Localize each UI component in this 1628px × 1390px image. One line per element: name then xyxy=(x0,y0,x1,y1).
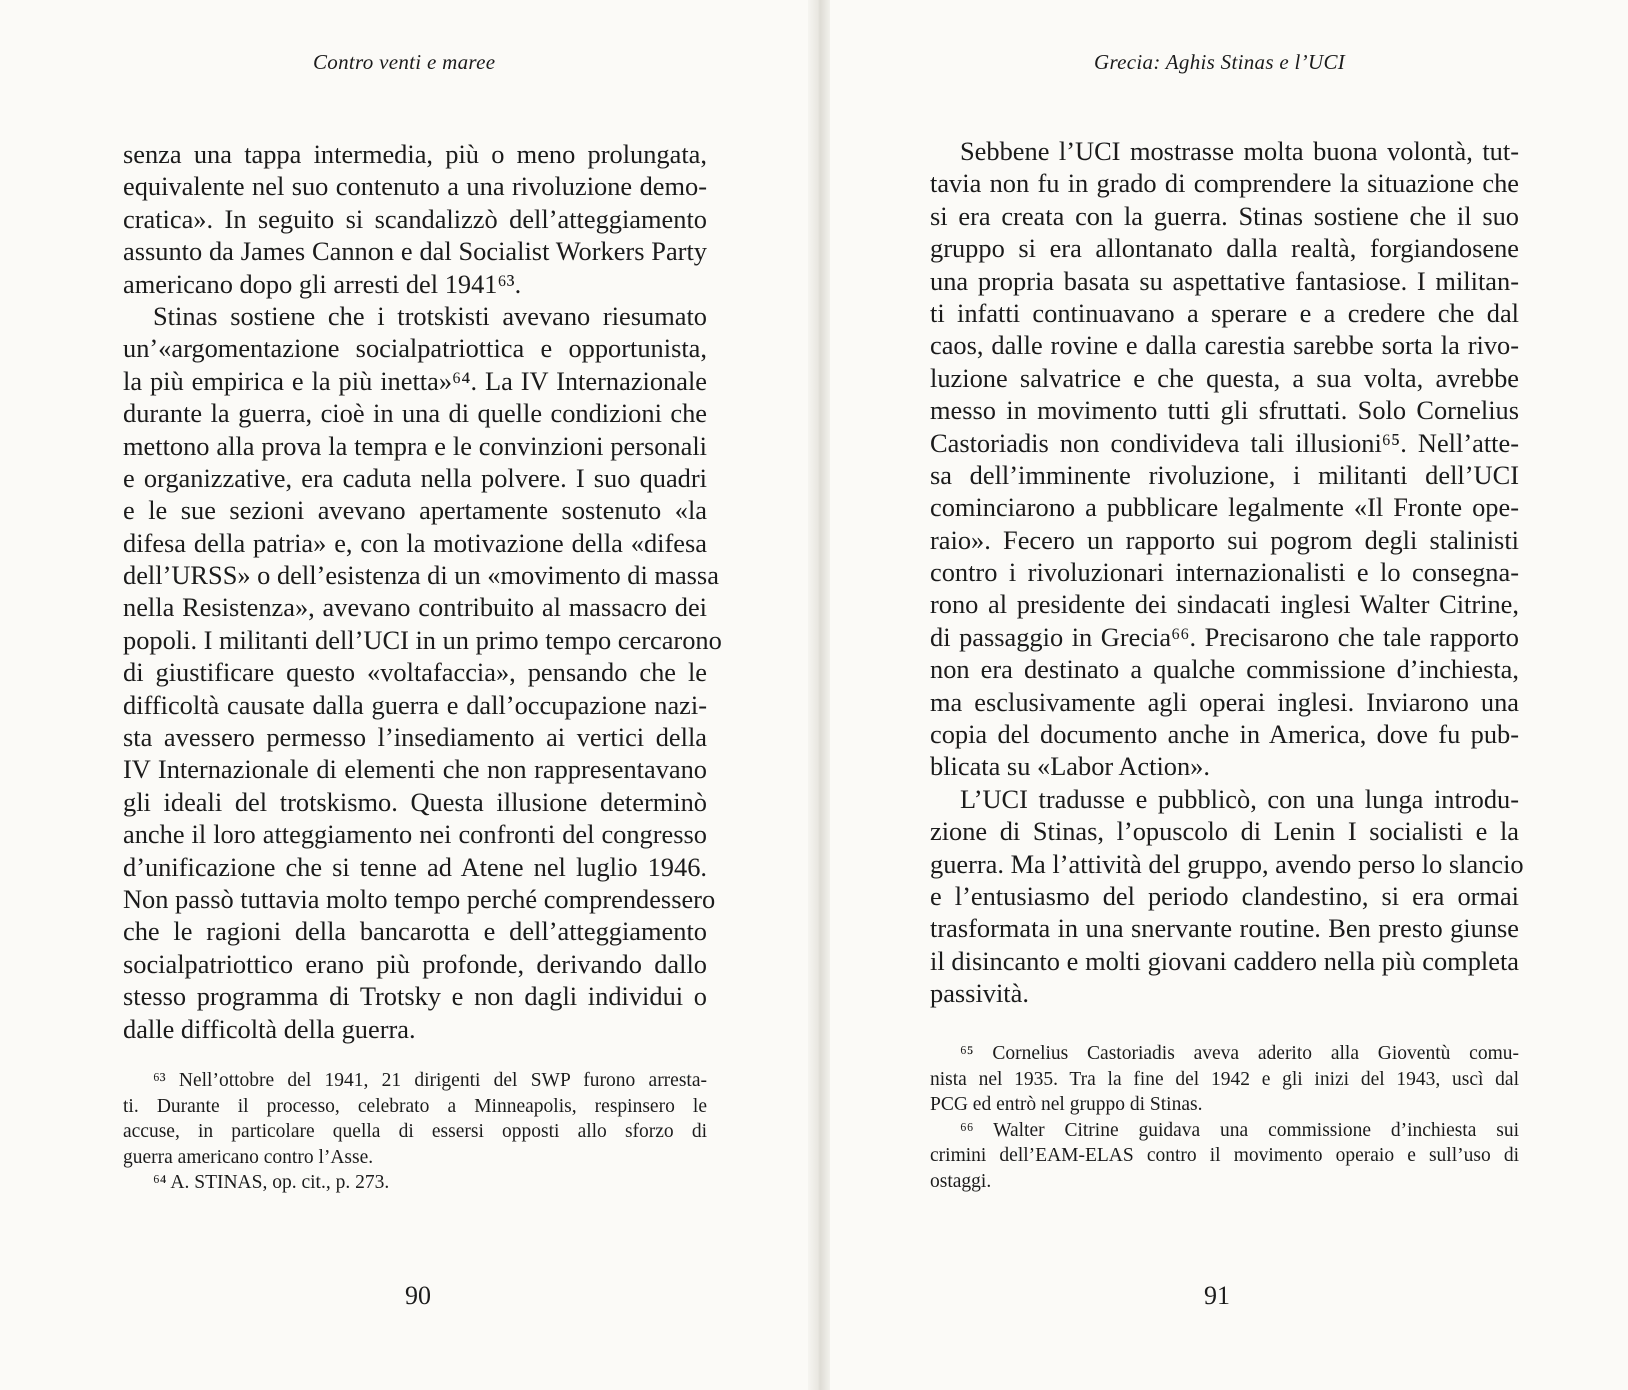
right-body-line: rono al presidente dei sindacati inglesi Walter Citrine, xyxy=(930,589,1519,620)
footnote-line: nista nel 1935. Tra la fine del 1942 e gli inizi del 1943, uscì dal xyxy=(930,1068,1519,1090)
right-body-line: si era creata con la guerra. Stinas sostiene che il suo xyxy=(930,200,1519,231)
right-body-line: di passaggio in Grecia⁶⁶. Precisarono che tale rapporto xyxy=(930,621,1519,652)
right-body-line: ma esclusivamente agli operai inglesi. Inviarono una xyxy=(930,686,1519,717)
left-body-line: d’unificazione che si tenne ad Atene nel luglio 1946. xyxy=(123,851,707,882)
right-running-head: Grecia: Aghis Stinas e l’UCI xyxy=(1094,50,1346,74)
left-body-line: stesso programma di Trotsky e non dagli individui o xyxy=(123,981,707,1012)
left-body-line: un’«argomentazione socialpatriottica e opportunista, xyxy=(123,333,707,364)
left-body-line: di giustificare questo «voltafaccia», pensando che le xyxy=(123,657,707,688)
right-body-line: trasformata in una snervante routine. Ben presto giunse xyxy=(930,913,1519,944)
left-body-line: dalle difficoltà della guerra. xyxy=(123,1013,416,1044)
footnote-line: accuse, in particolare quella di essersi opposti allo sforzo di xyxy=(123,1121,707,1143)
footnote-line: ⁶⁶ Walter Citrine guidava una commissione d’inchiesta sui xyxy=(960,1119,1519,1141)
footnote-line: PCG ed entrò nel gruppo di Stinas. xyxy=(930,1094,1203,1116)
right-body-line: cominciarono a pubblicare legalmente «Il Fronte ope- xyxy=(930,492,1519,523)
right-body-line: una propria basata su aspettative fantasiose. I militan- xyxy=(930,265,1519,296)
left-body-line: e organizzative, era caduta nella polvere. I suo quadri xyxy=(123,462,707,493)
left-body-line: mettono alla prova la tempra e le convinzioni personali xyxy=(123,430,707,461)
footnote-line: ⁶⁵ Cornelius Castoriadis aveva aderito alla Gioventù comu- xyxy=(960,1043,1519,1064)
left-body-line: anche il loro atteggiamento nei confronti del congresso xyxy=(123,819,707,850)
right-body-line: zione di Stinas, l’opuscolo di Lenin I socialisti e la xyxy=(930,816,1519,847)
left-body-line: socialpatriottico erano più profonde, derivando dallo xyxy=(123,948,707,979)
left-body-line: dell’URSS» o dell’esistenza di un «movimento di massa xyxy=(123,560,719,591)
right-body-line: passività. xyxy=(930,978,1029,1009)
left-body-line: sta avessero permesso l’insediamento ai vertici della xyxy=(123,722,707,753)
footnote-line: ⁶³ Nell’ottobre del 1941, 21 dirigenti del SWP furono arresta- xyxy=(153,1070,707,1091)
left-body-line: e le sue sezioni avevano apertamente sostenuto «la xyxy=(123,495,707,526)
left-body-line: IV Internazionale di elementi che non rappresentavano xyxy=(123,754,707,785)
footnote-line: crimini dell’EAM-ELAS contro il movimento operaio e sull’uso di xyxy=(930,1145,1519,1167)
left-body-line: senza una tappa intermedia, più o meno prolungata, xyxy=(123,139,707,169)
right-body-line: luzione salvatrice e che questa, a sua volta, avrebbe xyxy=(930,362,1519,393)
left-body-line: la più empirica e la più inetta»⁶⁴. La IV Internazionale xyxy=(123,365,707,396)
footnote-line: ⁶⁴ A. STINAS, op. cit., p. 273. xyxy=(153,1172,390,1194)
left-body-line: Stinas sostiene che i trotskisti avevano riesumato xyxy=(153,300,707,331)
right-body-line: raio». Fecero un rapporto sui pogrom degli stalinisti xyxy=(930,524,1519,555)
left-body-line: americano dopo gli arresti del 1941⁶³. xyxy=(123,268,522,299)
right-body-line: messo in movimento tutti gli sfruttati. Solo Cornelius xyxy=(930,395,1519,426)
right-body-line: e l’entusiasmo del periodo clandestino, si era ormai xyxy=(930,880,1519,911)
left-running-head: Contro venti e maree xyxy=(313,50,496,74)
left-body-line: cratica». In seguito si scandalizzò dell’atteggiamento xyxy=(123,203,707,234)
left-footnotes xyxy=(123,1068,707,1196)
right-body-line: contro i rivoluzionari internazionalisti e lo consegna- xyxy=(930,557,1519,588)
right-body-line: blicata su «Labor Action». xyxy=(930,751,1210,782)
book-gutter xyxy=(808,0,830,1390)
right-body-line: il disincanto e molti giovani caddero nella più completa xyxy=(930,945,1519,976)
footnote-line: guerra americano contro l’Asse. xyxy=(123,1146,374,1168)
left-body-line: equivalente nel suo contenuto a una rivoluzione demo- xyxy=(123,171,707,202)
right-body-line: copia del documento anche in America, dove fu pub- xyxy=(930,719,1519,750)
right-body-line: sa dell’imminente rivoluzione, i militanti dell’UCI xyxy=(930,459,1519,490)
right-page-number: 91 xyxy=(1204,1281,1230,1310)
right-body-text xyxy=(930,135,1524,1010)
right-body-line: caos, dalle rovine e dalla carestia sarebbe sorta la rivo- xyxy=(930,330,1519,361)
right-body-line: Castoriadis non condivideva tali illusioni⁶⁵. Nell’atte- xyxy=(930,427,1519,458)
right-body-line: Sebbene l’UCI mostrasse molta buona volontà, tut- xyxy=(960,136,1519,166)
right-body-line: ti infatti continuavano a sperare e a credere che dal xyxy=(930,297,1519,328)
left-body-line: popoli. I militanti dell’UCI in un primo tempo cercarono xyxy=(123,624,722,655)
right-body-line: guerra. Ma l’attività del gruppo, avendo perso lo slancio xyxy=(930,848,1524,879)
left-body-line: nella Resistenza», avevano contribuito al massacro dei xyxy=(123,592,707,623)
left-body-line: Non passò tuttavia molto tempo perché comprendessero xyxy=(123,883,716,914)
right-body-line: non era destinato a qualche commissione d’inchiesta, xyxy=(930,654,1519,685)
right-footnotes xyxy=(930,1041,1519,1195)
left-body-line: gli ideali del trotskismo. Questa illusione determinò xyxy=(123,786,707,817)
left-page xyxy=(0,0,808,1390)
footnote-line: ti. Durante il processo, celebrato a Minneapolis, respinsero le xyxy=(123,1095,707,1117)
left-body-line: difesa della patria» e, con la motivazione della «difesa xyxy=(123,527,707,558)
left-body-line: che le ragioni della bancarotta e dell’atteggiamento xyxy=(123,916,707,947)
right-body-line: tavia non fu in grado di comprendere la situazione che xyxy=(930,168,1519,199)
footnote-line: ostaggi. xyxy=(930,1170,992,1192)
left-body-text xyxy=(123,138,722,1045)
left-body-line: assunto da James Cannon e dal Socialist Workers Party xyxy=(123,236,707,267)
left-body-line: durante la guerra, cioè in una di quelle condizioni che xyxy=(123,398,707,429)
left-body-line: difficoltà causate dalla guerra e dall’occupazione nazi- xyxy=(123,689,707,720)
left-page-number: 90 xyxy=(405,1281,431,1310)
right-body-line: gruppo si era allontanato dalla realtà, forgiandosene xyxy=(930,233,1519,264)
right-page xyxy=(830,0,1628,1390)
right-body-line: L’UCI tradusse e pubblicò, con una lunga introdu- xyxy=(960,783,1519,814)
